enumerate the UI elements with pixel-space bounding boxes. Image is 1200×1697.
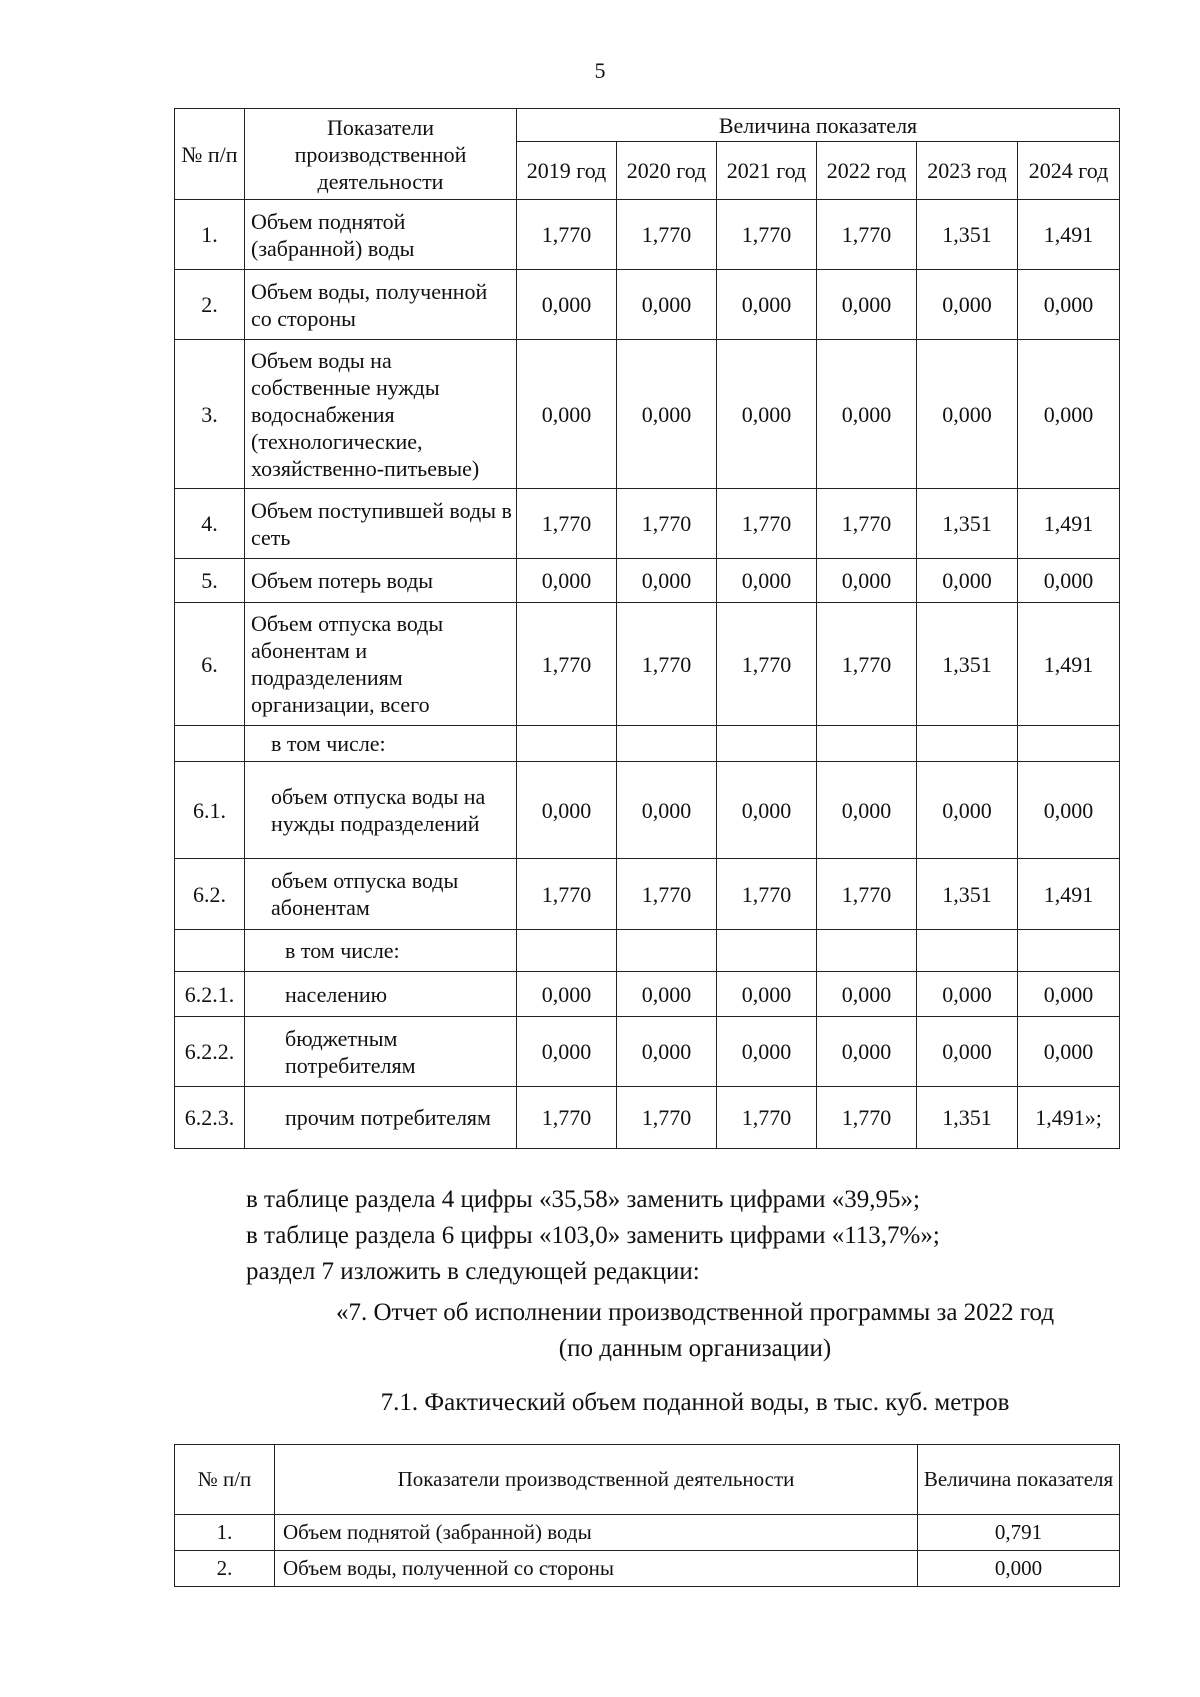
row-value: 1,770: [517, 603, 617, 726]
section-title-line: (по данным организации): [558, 1335, 832, 1362]
row-value: 0,000: [1018, 270, 1120, 340]
row-value: 1,491: [1018, 603, 1120, 726]
row-value: 1,770: [617, 859, 717, 930]
header-num: № п/п: [175, 1445, 275, 1515]
row-value: [917, 930, 1018, 972]
row-number: 6.2.2.: [175, 1017, 245, 1087]
row-value: 1,770: [817, 489, 917, 559]
row-number: 6.2.3.: [175, 1087, 245, 1149]
row-value: 0,000: [917, 559, 1018, 603]
table-row: [175, 1515, 1120, 1551]
row-value: 1,770: [517, 489, 617, 559]
row-value: 1,770: [817, 1087, 917, 1149]
row-label: населению: [245, 972, 517, 1017]
row-label: в том числе:: [245, 726, 517, 762]
row-value: 0,000: [1018, 340, 1120, 489]
row-value: 0,000: [617, 1017, 717, 1087]
row-number: 5.: [175, 559, 245, 603]
row-number: 6.1.: [175, 762, 245, 859]
row-value: 1,351: [917, 1087, 1018, 1149]
row-value: 0,000: [517, 1017, 617, 1087]
table-row: [175, 762, 1120, 859]
row-value: [1018, 726, 1120, 762]
row-value: 0,000: [817, 972, 917, 1017]
row-value: 1,351: [917, 489, 1018, 559]
row-value: 0,000: [717, 762, 817, 859]
row-value: 1,770: [817, 859, 917, 930]
table-row: [175, 270, 1120, 340]
row-number: 1.: [175, 200, 245, 270]
row-label: Объем поднятой (забранной) воды: [245, 200, 517, 270]
production-indicators-table: [174, 108, 1120, 1149]
row-value: 1,770: [717, 1087, 817, 1149]
header-year: 2024 год: [1018, 142, 1120, 200]
row-value: 1,770: [617, 200, 717, 270]
row-value: 1,770: [717, 859, 817, 930]
row-label: бюджетным потребителям: [245, 1017, 517, 1087]
row-value: 1,770: [817, 603, 917, 726]
row-value: 0,000: [617, 762, 717, 859]
row-value: 0,000: [817, 762, 917, 859]
subsection-title: 7.1. Фактический объем поданной воды, в тыс. куб. метров: [380, 1389, 1010, 1416]
header-year: 2020 год: [617, 142, 717, 200]
row-value: 1,770: [617, 1087, 717, 1149]
row-value: 0,000: [717, 340, 817, 489]
row-value: 0,000: [1018, 559, 1120, 603]
table-row: [175, 1017, 1120, 1087]
header-year: 2022 год: [817, 142, 917, 200]
header-year: 2021 год: [717, 142, 817, 200]
row-value: 0,000: [817, 1017, 917, 1087]
row-value: 0,000: [517, 972, 617, 1017]
section-title: [0, 1295, 1200, 1367]
header-indicators: Показатели производственной деятельности: [245, 109, 517, 200]
row-label: в том числе:: [245, 930, 517, 972]
header-indicators: Показатели производственной деятельности: [275, 1445, 918, 1515]
row-value: 0,000: [717, 559, 817, 603]
row-value: [717, 726, 817, 762]
table-header-row: [175, 1445, 1120, 1515]
actual-volume-table: [174, 1444, 1120, 1587]
row-value: 1,770: [717, 489, 817, 559]
row-value: 0,000: [917, 340, 1018, 489]
row-number: [175, 930, 245, 972]
row-value: 0,000: [917, 972, 1018, 1017]
row-label: Объем воды на собственные нужды водоснабжения (технологические, хозяйственно-питьевые): [245, 340, 517, 489]
row-value: 0,000: [917, 270, 1018, 340]
row-value: 1,491: [1018, 859, 1120, 930]
table-row: [175, 340, 1120, 489]
row-value: 0,000: [617, 972, 717, 1017]
row-value: [517, 930, 617, 972]
table-row: [175, 559, 1120, 603]
table-row: [175, 930, 1120, 972]
page-number: 5: [594, 58, 606, 83]
row-value: 1,770: [517, 859, 617, 930]
row-value: 0,000: [517, 270, 617, 340]
table-row: [175, 1551, 1120, 1587]
amendment-line: в таблице раздела 6 цифры «103,0» заменить цифрами «113,7%»;: [246, 1222, 940, 1249]
row-value: 0,000: [918, 1551, 1120, 1587]
row-label: прочим потребителям: [245, 1087, 517, 1149]
row-value: 1,770: [517, 200, 617, 270]
table-row: [175, 972, 1120, 1017]
row-label: Объем потерь воды: [245, 559, 517, 603]
row-value: 1,770: [717, 200, 817, 270]
row-value: [817, 930, 917, 972]
row-value: 0,000: [1018, 1017, 1120, 1087]
amendment-line: в таблице раздела 4 цифры «35,58» заменить цифрами «39,95»;: [246, 1186, 920, 1213]
row-value: 1,491»;: [1018, 1087, 1120, 1149]
row-number: 4.: [175, 489, 245, 559]
row-value: 1,770: [717, 603, 817, 726]
header-num: № п/п: [175, 109, 245, 200]
table-row: [175, 726, 1120, 762]
row-value: 0,000: [717, 972, 817, 1017]
row-label: Объем воды, полученной со стороны: [275, 1551, 918, 1587]
table-row: [175, 1087, 1120, 1149]
row-value: 0,000: [517, 762, 617, 859]
row-value: 0,000: [1018, 972, 1120, 1017]
row-value: 0,000: [917, 1017, 1018, 1087]
row-value: 0,000: [817, 340, 917, 489]
row-number: 2.: [175, 1551, 275, 1587]
row-value: [617, 726, 717, 762]
header-year: 2019 год: [517, 142, 617, 200]
header-value-group: Величина показателя: [517, 109, 1120, 142]
row-value: [617, 930, 717, 972]
row-label: Объем поступившей воды в сеть: [245, 489, 517, 559]
row-value: 0,000: [717, 1017, 817, 1087]
header-value: Величина показателя: [918, 1445, 1120, 1515]
row-value: 0,000: [1018, 762, 1120, 859]
row-value: 1,351: [917, 603, 1018, 726]
row-label: объем отпуска воды абонентам: [245, 859, 517, 930]
row-value: 1,770: [617, 603, 717, 726]
row-label: Объем отпуска воды абонентам и подразделениям организации, всего: [245, 603, 517, 726]
row-number: 1.: [175, 1515, 275, 1551]
row-number: 2.: [175, 270, 245, 340]
header-year: 2023 год: [917, 142, 1018, 200]
row-value: [817, 726, 917, 762]
row-value: 0,000: [917, 762, 1018, 859]
row-value: 1,351: [917, 200, 1018, 270]
row-value: 1,491: [1018, 200, 1120, 270]
row-value: [1018, 930, 1120, 972]
row-value: 0,000: [717, 270, 817, 340]
row-number: 6.2.: [175, 859, 245, 930]
row-value: 1,770: [817, 200, 917, 270]
row-label: Объем поднятой (забранной) воды: [275, 1515, 918, 1551]
table-row: [175, 603, 1120, 726]
row-number: 6.: [175, 603, 245, 726]
amendment-text: [246, 1182, 940, 1290]
row-value: 1,351: [917, 859, 1018, 930]
row-value: 0,000: [517, 340, 617, 489]
row-label: объем отпуска воды на нужды подразделений: [245, 762, 517, 859]
section-title-line: «7. Отчет об исполнении производственной программы за 2022 год: [335, 1299, 1055, 1326]
table-row: [175, 859, 1120, 930]
table-row: [175, 489, 1120, 559]
row-value: 0,000: [617, 270, 717, 340]
row-label: Объем воды, полученной со стороны: [245, 270, 517, 340]
row-number: [175, 726, 245, 762]
amendment-line: раздел 7 изложить в следующей редакции:: [246, 1258, 700, 1285]
row-value: 0,000: [817, 270, 917, 340]
row-value: [717, 930, 817, 972]
row-value: 1,770: [517, 1087, 617, 1149]
row-value: 1,491: [1018, 489, 1120, 559]
row-value: 0,791: [918, 1515, 1120, 1551]
row-value: 0,000: [617, 559, 717, 603]
row-value: [917, 726, 1018, 762]
row-number: 6.2.1.: [175, 972, 245, 1017]
row-value: 0,000: [517, 559, 617, 603]
row-number: 3.: [175, 340, 245, 489]
row-value: 0,000: [617, 340, 717, 489]
table-row: [175, 200, 1120, 270]
row-value: [517, 726, 617, 762]
row-value: 1,770: [617, 489, 717, 559]
row-value: 0,000: [817, 559, 917, 603]
